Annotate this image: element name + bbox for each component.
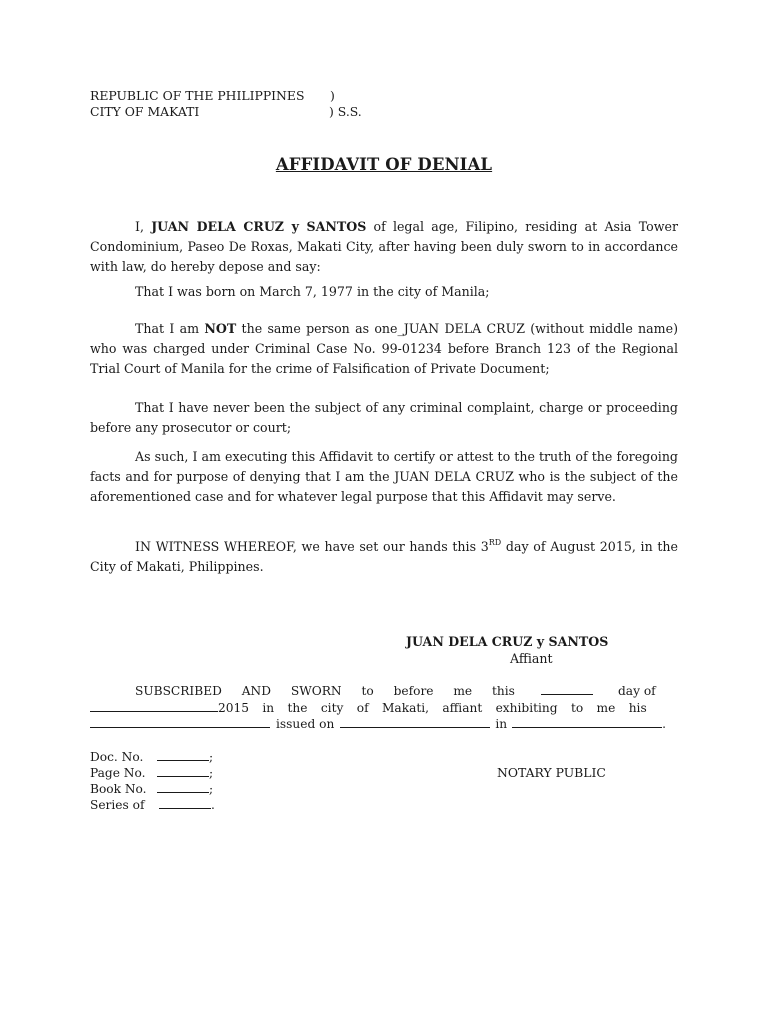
page-no-semicolon: ;	[209, 766, 214, 780]
birth-paragraph: That I was born on March 7, 1977 in the city of Manila;	[135, 284, 490, 299]
intro-rest: of legal age, Filipino, residing at Asia Tower Condominium, Paseo De Roxas, Makati City, after having been duly sworn to in accordance with law, do hereby depose and say:	[90, 219, 678, 274]
issue-place-blank[interactable]	[512, 716, 662, 728]
book-no-semicolon: ;	[209, 782, 214, 796]
affiant-name-inline: JUAN DELA CRUZ y SANTOS	[151, 219, 367, 234]
caption-city: CITY OF MAKATI	[90, 104, 200, 119]
witness-prefix: IN WITNESS WHEREOF, we have set our hands this 3	[135, 539, 489, 554]
series-label: Series of	[90, 798, 145, 812]
series-row	[90, 797, 215, 813]
not-prefix: That I am	[135, 321, 205, 336]
book-no-row	[90, 781, 214, 797]
witness-ordinal: RD	[488, 538, 502, 547]
jurat-issued-on: issued on	[276, 717, 335, 731]
notarial-register	[90, 749, 215, 813]
doc-no-blank[interactable]	[157, 749, 209, 761]
witness-rest: day of August 2015, in the City of Makati, Philippines.	[90, 539, 678, 574]
series-blank[interactable]	[159, 797, 211, 809]
issue-date-blank[interactable]	[340, 716, 490, 728]
page-no-label: Page No.	[90, 766, 146, 780]
date-blank[interactable]	[541, 683, 593, 695]
signature-label: Affiant	[510, 651, 553, 666]
book-no-blank[interactable]	[157, 781, 209, 793]
document-title: AFFIDAVIT OF DENIAL	[275, 155, 493, 174]
not-same-person-paragraph	[90, 319, 678, 379]
doc-no-row	[90, 749, 214, 765]
never-charged-paragraph: That I have never been the subject of any criminal complaint, charge or proceeding before any prosecutor or court;	[90, 400, 678, 435]
caption-ss: ) S.S.	[329, 104, 362, 119]
page-no-blank[interactable]	[157, 765, 209, 777]
signature-name: JUAN DELA CRUZ y SANTOS	[406, 634, 609, 649]
series-period: .	[211, 798, 215, 812]
caption-line-republic	[90, 88, 335, 104]
doc-no-semicolon: ;	[209, 750, 214, 764]
jurat-line-3	[90, 716, 678, 733]
jurat-line-2	[90, 700, 678, 717]
month-blank[interactable]	[90, 700, 218, 712]
witness-paragraph	[90, 537, 678, 577]
executing-paragraph: As such, I am executing this Affidavit to certify or attest to the truth of the foregoing facts and for purpose of denying that I am the JUAN DELA CRUZ who is the subject of the aforementioned case and for whatever legal purpose that this Affidavit may serve.	[90, 449, 678, 504]
caption-paren: )	[330, 88, 335, 103]
jurat-in: in	[495, 717, 508, 731]
intro-paragraph	[90, 217, 678, 277]
not-emphasis: NOT	[204, 321, 237, 336]
venue-caption	[90, 88, 362, 120]
doc-no-label: Doc. No.	[90, 750, 144, 764]
page-no-row	[90, 765, 214, 781]
jurat-city-text: 2015 in the city of Makati, affiant exhibiting to me his	[218, 700, 647, 715]
book-no-label: Book No.	[90, 782, 147, 796]
id-blank[interactable]	[90, 716, 270, 728]
jurat-day-of: day of	[618, 684, 656, 698]
jurat-line-1: SUBSCRIBED AND SWORN to before me this day of	[90, 683, 678, 700]
caption-republic: REPUBLIC OF THE PHILIPPINES	[90, 88, 305, 103]
caption-line-city	[90, 104, 362, 120]
jurat-paragraph	[90, 683, 678, 733]
jurat-period: .	[662, 717, 666, 731]
intro-prefix: I,	[135, 219, 152, 234]
not-rest: the same person as one_JUAN DELA CRUZ (without middle name) who was charged under Criminal Case No. 99-01234 before Branch 123 of the Regional Trial Court of Manila for the crime of Falsification of Private Document;	[90, 321, 678, 376]
notary-public-label: NOTARY PUBLIC	[497, 765, 606, 780]
